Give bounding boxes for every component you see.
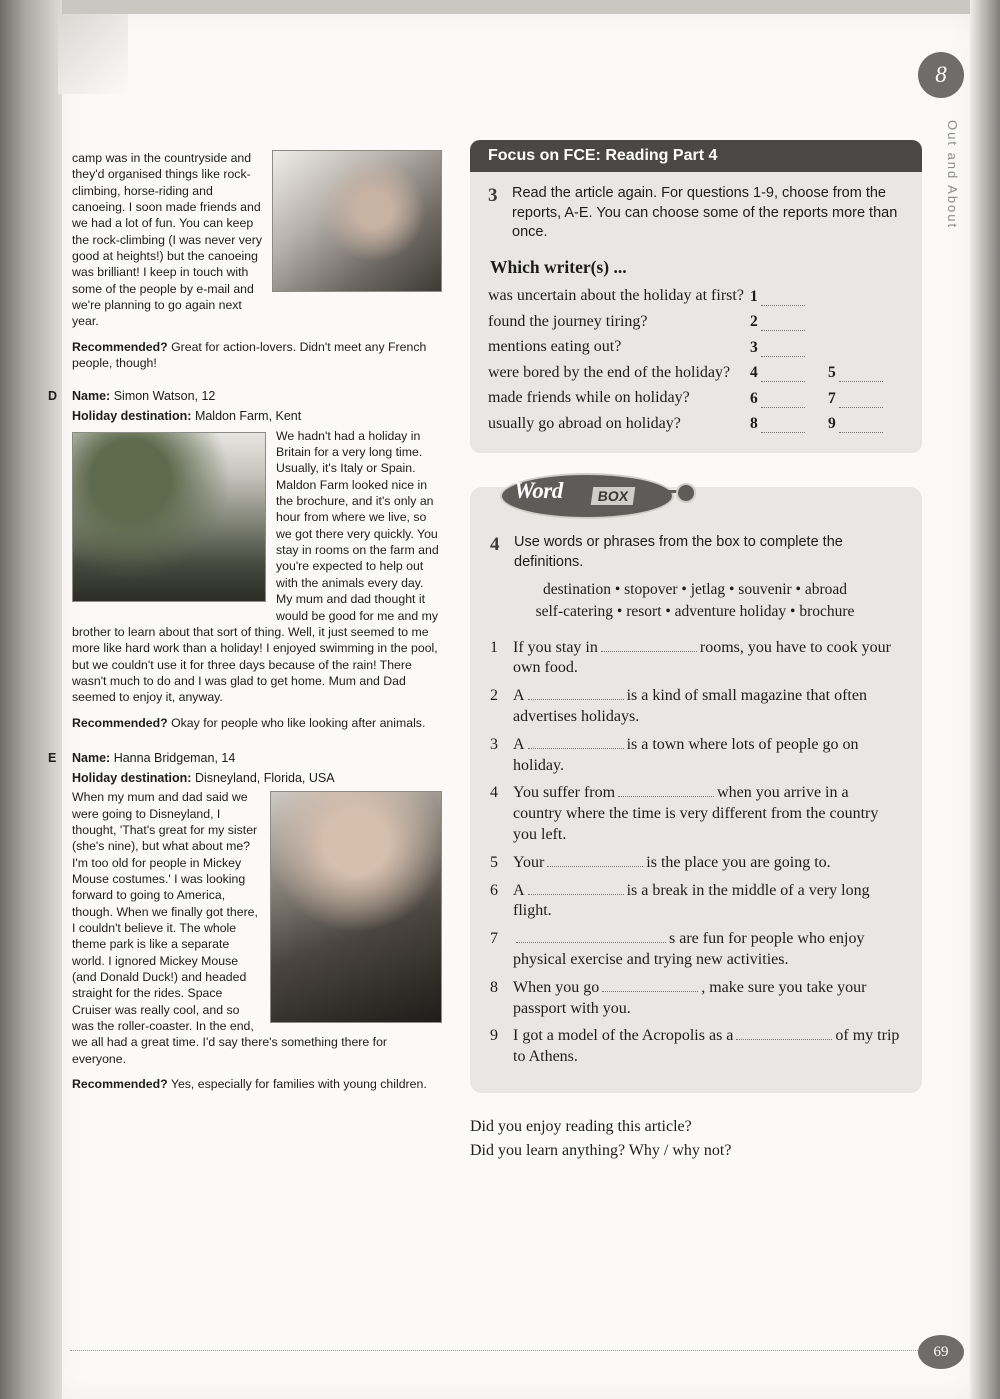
- definition-item: [490, 783, 900, 845]
- definition-text: [513, 1026, 900, 1068]
- recommended-text-e: Yes, especially for families with young children.: [170, 1077, 427, 1091]
- task-4-instruction: Use words or phrases from the box to complete the definitions.: [514, 534, 843, 570]
- page-corner-fold: [58, 14, 128, 94]
- definition-after: is the place you are going to.: [646, 853, 831, 871]
- question-row: [488, 414, 902, 434]
- report-d-letter: D: [48, 389, 58, 404]
- definition-blank[interactable]: [516, 929, 666, 943]
- question-text: was uncertain about the holiday at first?: [488, 287, 744, 305]
- question-answers: [750, 313, 902, 331]
- definition-item: [490, 853, 900, 874]
- answer-slot[interactable]: [828, 390, 902, 408]
- definition-number: 5: [490, 853, 498, 871]
- answer-number: 6: [750, 389, 758, 407]
- question-row: [488, 388, 902, 408]
- definition-item: [490, 686, 900, 728]
- photo-camp: [272, 150, 442, 292]
- name-label-d: Name:: [72, 389, 111, 404]
- definition-text: [513, 853, 831, 874]
- word-box-box-label: BOX: [591, 487, 636, 505]
- task-4-number: 4: [490, 534, 500, 556]
- definition-list: [490, 638, 900, 1068]
- answer-blank[interactable]: [839, 368, 883, 382]
- word-bank: [490, 579, 900, 624]
- definition-before: A: [513, 687, 525, 705]
- report-d-name-line: [48, 388, 442, 405]
- word-bank-line-2: self-catering • resort • adventure holiday • brochure: [535, 603, 855, 621]
- question-answers: [750, 390, 902, 408]
- definition-number: 1: [490, 638, 498, 656]
- recommended-label-e: Recommended?: [72, 1077, 168, 1091]
- definition-after: s are fun for people who enjoy physical exercise and trying new activities.: [513, 930, 865, 968]
- answer-slot[interactable]: [750, 313, 824, 331]
- scan-top-edge: [0, 0, 1000, 14]
- question-text: mentions eating out?: [488, 338, 622, 356]
- question-answers: [750, 339, 902, 357]
- question-text: were bored by the end of the holiday?: [488, 363, 731, 381]
- answer-number: 8: [750, 415, 758, 433]
- definition-text: [513, 929, 900, 971]
- task-3: [488, 184, 902, 243]
- report-e-recommendation: [72, 1076, 442, 1092]
- word-box-badge: [500, 469, 700, 519]
- report-e: [48, 750, 442, 1092]
- report-d-recommendation: [72, 715, 442, 731]
- answer-number: 2: [750, 313, 758, 331]
- fce-panel-header: Focus on FCE: Reading Part 4: [470, 140, 922, 172]
- recommended-label-d: Recommended?: [72, 715, 168, 730]
- definition-number: 4: [490, 784, 498, 802]
- definition-blank[interactable]: [528, 881, 624, 895]
- question-answers: [750, 415, 902, 433]
- definition-before: A: [513, 881, 525, 899]
- page-number-badge: 69: [918, 1335, 964, 1369]
- chapter-badge: 8: [918, 52, 964, 98]
- definition-item: [490, 929, 900, 971]
- definition-before: I got a model of the Acropolis as a: [513, 1027, 734, 1045]
- scan-right-edge: [970, 0, 1000, 1399]
- question-row: [488, 312, 902, 332]
- definition-text: [513, 686, 900, 728]
- question-text: found the journey tiring?: [488, 312, 648, 330]
- photo-farm: [72, 432, 266, 602]
- question-list: [488, 286, 902, 433]
- answer-blank[interactable]: [839, 394, 883, 408]
- definition-item: [490, 978, 900, 1020]
- answer-number: 7: [828, 389, 836, 407]
- answer-slot[interactable]: [750, 288, 824, 306]
- answer-number: 5: [828, 364, 836, 382]
- task-3-instruction: Read the article again. For questions 1-9, choose from the reports, A-E. You can choose some of the reports more than once.: [512, 185, 898, 241]
- question-answers: [750, 364, 902, 382]
- answer-blank[interactable]: [761, 292, 805, 306]
- definition-item: [490, 735, 900, 777]
- answer-number: 1: [750, 287, 758, 305]
- definition-before: A: [513, 735, 525, 753]
- recommended-label-c: Recommended?: [72, 339, 168, 354]
- answer-slot[interactable]: [828, 364, 902, 382]
- destination-value-e: Disneyland, Florida, USA: [194, 770, 335, 785]
- definition-text: [513, 978, 900, 1020]
- definition-number: 6: [490, 881, 498, 899]
- definition-blank[interactable]: [528, 686, 624, 700]
- report-e-name-line: [48, 750, 442, 767]
- which-writers-heading: Which writer(s) ...: [490, 257, 627, 278]
- definition-after: is a kind of small magazine that often advertises holidays.: [513, 687, 867, 726]
- definition-blank[interactable]: [528, 735, 624, 749]
- definition-blank[interactable]: [736, 1026, 832, 1040]
- photo-theme-park: [270, 791, 442, 1023]
- definition-blank[interactable]: [547, 853, 643, 867]
- answer-blank[interactable]: [761, 368, 805, 382]
- destination-value-d: Maldon Farm, Kent: [194, 409, 302, 424]
- question-row: [488, 286, 902, 306]
- definition-number: 2: [490, 687, 498, 705]
- answer-blank[interactable]: [761, 419, 805, 433]
- definition-after: when you arrive in a country where the time is very different from the country you left.: [513, 784, 879, 843]
- name-label-e: Name:: [72, 750, 111, 765]
- answer-slot[interactable]: [750, 415, 824, 433]
- definition-blank[interactable]: [618, 783, 714, 797]
- report-c-recommendation: [72, 339, 442, 372]
- answer-blank[interactable]: [761, 343, 805, 357]
- definition-item: [490, 881, 900, 923]
- scan-left-edge: [0, 0, 62, 1399]
- answer-slot[interactable]: [750, 339, 824, 357]
- report-c-continuation: [72, 150, 442, 339]
- definition-after: rooms, you have to cook your own food.: [513, 638, 891, 677]
- question-text: usually go abroad on holiday?: [488, 414, 681, 432]
- definition-text: [513, 638, 900, 680]
- closing-questions: [470, 1115, 922, 1163]
- task-3-number: 3: [488, 185, 498, 206]
- answer-blank[interactable]: [761, 394, 805, 408]
- word-bank-line-1: destination • stopover • jetlag • souvenir • abroad: [542, 580, 848, 598]
- report-d: [48, 388, 442, 730]
- left-text-column: [48, 150, 442, 1101]
- report-e-letter: E: [48, 750, 57, 765]
- definition-after: is a break in the middle of a very long flight.: [513, 881, 870, 920]
- question-row: [488, 337, 902, 357]
- task-4: [490, 533, 900, 572]
- answer-slot[interactable]: [750, 390, 824, 408]
- recommended-text-d: Okay for people who like looking after animals.: [171, 715, 426, 730]
- definition-number: 8: [490, 978, 498, 996]
- right-column: [470, 140, 922, 1163]
- definition-text: [513, 783, 900, 845]
- definition-blank[interactable]: [601, 638, 697, 652]
- answer-slot[interactable]: [750, 364, 824, 382]
- definition-after: of my trip to Athens.: [513, 1027, 900, 1066]
- report-e-destination-line: [72, 770, 442, 787]
- name-value-e: Hanna Bridgeman, 14: [113, 750, 236, 765]
- report-c-body: camp was in the countryside and they'd organised things like rock-climbing, horse-riding and canoeing. I soon made friends and we had a lot of fun. You can keep the rock-climbing (I was never very good at heights!) but the canoeing was brilliant! I keep in touch with some of the people by e-mail and we're planning to go again next year.: [72, 151, 262, 329]
- word-box-word-label: Word: [514, 478, 563, 504]
- definition-number: 3: [490, 735, 498, 753]
- definition-before: When you go: [513, 978, 600, 996]
- unit-side-label: Out and About: [945, 120, 960, 230]
- answer-blank[interactable]: [839, 419, 883, 433]
- definition-blank[interactable]: [602, 978, 698, 992]
- question-row: [488, 363, 902, 383]
- definition-before: Your: [513, 853, 545, 871]
- closing-line-1: Did you enjoy reading this article?: [470, 1117, 692, 1135]
- name-value-d: Simon Watson, 12: [113, 389, 216, 404]
- report-d-body: We hadn't had a holiday in Britain for a very long time. Usually, it's Italy or Spain. Maldon Farm looked nice in the brochure, and it's only an hour from where we live, so we got there very quickly. You stay in rooms on the farm and you're expected to help out with the animals every day. My mum and dad thought it would be good for me and my brother to learn about that sort of thing. Well, it just seemed to me more like hard work than a holiday! I enjoyed swimming in the pool, but we couldn't use it for three days because of the rain! There wasn't much to do and I was glad to get home. Mum and Dad seemed to enjoy it, anyway.: [72, 428, 439, 705]
- definition-after: , make sure you take your passport with you.: [513, 978, 867, 1017]
- definition-text: [513, 881, 900, 923]
- definition-item: [490, 1026, 900, 1068]
- question-answers: [750, 288, 902, 306]
- answer-slot[interactable]: [828, 415, 902, 433]
- footer-divider: [70, 1350, 940, 1351]
- word-box-section: [470, 478, 922, 1093]
- definition-text: [513, 735, 900, 777]
- answer-number: 9: [828, 415, 836, 433]
- destination-label-d: Holiday destination:: [72, 409, 192, 424]
- closing-line-2: Did you learn anything? Why / why not?: [470, 1141, 732, 1159]
- question-text: made friends while on holiday?: [488, 389, 690, 407]
- answer-number: 4: [750, 364, 758, 382]
- definition-after: is a town where lots of people go on holiday.: [513, 735, 859, 774]
- answer-blank[interactable]: [761, 317, 805, 331]
- definition-number: 9: [490, 1027, 498, 1045]
- destination-label-e: Holiday destination:: [72, 770, 192, 785]
- definition-before: You suffer from: [513, 784, 616, 802]
- recommended-text-c: Great for action-lovers. Didn't meet any French people, though!: [72, 339, 427, 371]
- definition-before: If you stay in: [513, 638, 598, 656]
- word-box-knob-icon: [676, 483, 696, 503]
- report-d-destination-line: [72, 408, 442, 425]
- answer-number: 3: [750, 338, 758, 356]
- definition-item: [490, 638, 900, 680]
- word-box-panel: [470, 487, 922, 1093]
- definition-number: 7: [490, 930, 498, 948]
- report-e-body: When my mum and dad said we were going to Disneyland, I thought, 'That's great for my sister (she's nine), but what about me? I'm too old for people in Mickey Mouse costumes.' I was looking forward to going to America, though. When we finally got there, I couldn't believe it. The whole theme park is like a separate world. I ignored Mickey Mouse (and Donald Duck!) and headed straight for the rides. Space Cruiser was really cool, and so was the roller-coaster. In the end, we all had a great time. I'd say there's something there for everyone.: [72, 790, 388, 1066]
- fce-exercise-panel: [470, 140, 922, 453]
